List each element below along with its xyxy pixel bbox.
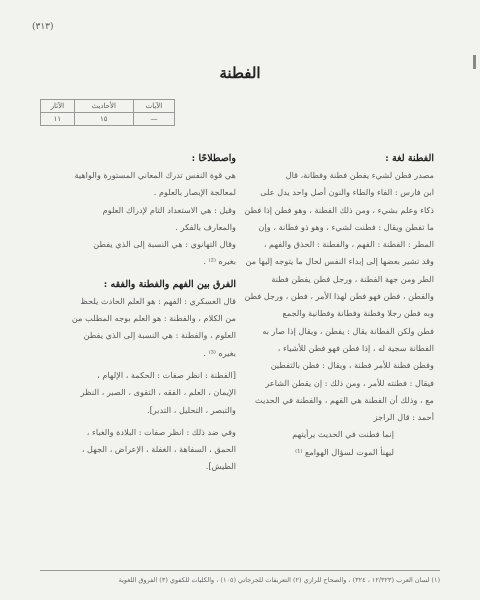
text-line: بغيره ⁽²⁾ . xyxy=(203,256,236,267)
text-line: إنما فطنت في الحديث يرأيتهم xyxy=(292,429,394,440)
stats-value-cell: ١١ xyxy=(41,113,75,126)
text-line: فيقال : فطنته للأمر ، ومن ذلك : إن يقطن الشاعر xyxy=(265,377,434,388)
text-line: العلوم ، والفطنة : هي النسبة إلى الذي يفطن xyxy=(83,330,236,341)
text-line: وفي ضد ذلك : انظر صفات : البلادة والغباء ، xyxy=(86,426,236,437)
text-line: لمعالجة الإبصار بالعلوم . xyxy=(153,187,236,198)
paragraph xyxy=(40,367,236,419)
page-title: الفطنة xyxy=(219,64,261,82)
footnote: (١) لسان العرب (١٢/٣٢٣ ، ٣٢٤) ، والصحاح للرازي (٢) التعريفات للجرجاني (١٠٥) ، والكليات للكفوي (٣) الفروق اللغوية xyxy=(118,576,440,584)
text-line: فطن ولكن الفطانة يقال : يفطن ، ويقال إذا صار به xyxy=(262,325,434,336)
text-line: ليهنأ الموت لسؤال الهوامع ⁽¹⁾ xyxy=(295,446,394,457)
text-line: والمعارف بالفكر . xyxy=(175,221,236,232)
text-line: بغيره ⁽³⁾ . xyxy=(203,347,236,358)
stats-table xyxy=(40,99,175,126)
text-line: وفطن فطنة للأمر فطنة ، ويقال : فطن بالتفطين xyxy=(270,360,434,371)
text-line: وقال التهانوي : هي النسبة إلى الذي يفطن xyxy=(93,239,236,250)
section-heading: الفرق بين الفهم والفطنة والفقه : xyxy=(103,278,236,290)
text-line: والفطن ، فطن فهو فطن لهذا الأمر ، فطن ، ورجل فطن xyxy=(244,291,434,302)
paragraph xyxy=(40,424,236,476)
text-line: وبه فطن رجلا وفطنة وفطانة وفطانية والجمع xyxy=(282,308,434,319)
text-line: [الفطنة : انظر صفات : الحكمة ، الإلهام ، xyxy=(97,369,236,380)
stats-header-cell: الأحاديث xyxy=(74,100,133,113)
text-line: المطر : الفطنة : الفهم ، والفطنة : الحذق والفهم ، xyxy=(263,239,434,250)
paragraph xyxy=(40,167,236,202)
paragraph xyxy=(40,293,236,362)
text-line: الطر ومن جهة الفطنة ، ورجل فطن يفطن فطنة xyxy=(271,273,434,284)
text-line: قال العسكري : الفهم : هو العلم الحادث يلحظ xyxy=(80,295,236,306)
paragraph xyxy=(238,426,434,461)
text-line: وقيل : هي الاستعداد التام لإدراك العلوم xyxy=(102,204,236,215)
section-heading: واصطلاحًا : xyxy=(191,153,236,164)
text-line: وقد تشير بعضها إلى إبداء النفس لحال ما يتوجه إليها من xyxy=(245,256,434,267)
text-line: هي قوة النفس تدرك المعاني المستورة والواهية xyxy=(74,170,236,180)
text-line: ذكاء وعلم بشيء ، ومن ذلك الفطنة ، وهو فطن إذا فطن xyxy=(244,204,434,215)
text-line: الطيش]. xyxy=(205,461,236,472)
page-number: (٣١٣) xyxy=(32,22,54,32)
paragraph xyxy=(238,409,434,426)
right-column xyxy=(238,150,434,461)
section-heading: الفطنة لغة : xyxy=(385,153,434,164)
stats-header-cell: الآيات xyxy=(133,100,174,113)
left-column xyxy=(40,150,236,476)
footnote-divider xyxy=(40,570,440,571)
paragraph xyxy=(238,167,434,409)
paragraph xyxy=(40,236,236,271)
text-line: والتبصر ، التحليل ، التدبر]. xyxy=(146,404,236,415)
text-line: أحمد : قال الراجز xyxy=(373,412,434,423)
text-line: ما تفطن ويقال : فطنت لشيء ، وهو ذو فطانة ، وإن xyxy=(258,221,434,232)
text-line: ابن فارس : الفاء والطاء والنون أصل واحد يدل على xyxy=(260,187,434,198)
text-line: مع ، وذلك أن الفطنة هي الفهم ، والفطنة في الحديث xyxy=(255,394,434,405)
text-line: الإيمان ، العلم ، الفقه ، التقوى ، الصبر ، النظر xyxy=(80,387,236,398)
stats-value-row xyxy=(41,113,175,126)
text-line: مصدر فطن لشيء يفطن فطنة وفطانة، قال xyxy=(285,170,434,180)
stats-header-cell: الآثار xyxy=(41,100,75,113)
text-line: الفطانة سجية له ، إذا فطن فهو فطن للأشياء ، xyxy=(277,342,434,353)
stats-value-cell: — xyxy=(133,113,174,126)
stats-value-cell: ١٥ xyxy=(74,113,133,126)
text-line: من الكلام ، والفطنة : هو العلم بوجه المطلب من xyxy=(71,313,236,324)
stats-header-row xyxy=(41,100,175,113)
text-line: الحمق ، السفاهة ، الغفلة ، الإعراض ، الجهل ، xyxy=(81,444,236,455)
paragraph xyxy=(40,202,236,237)
